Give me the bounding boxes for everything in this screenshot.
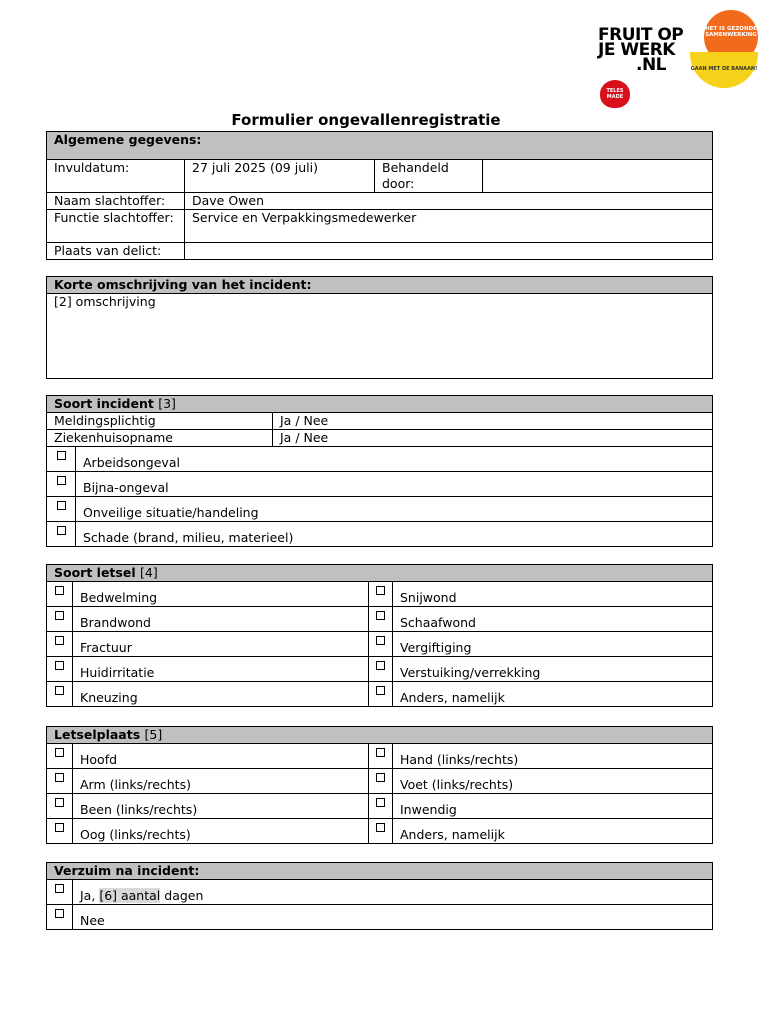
ziekenhuis-label: Ziekenhuisopname <box>47 430 273 447</box>
letsel-option: Snijwond <box>393 582 713 607</box>
checkbox[interactable] <box>55 798 64 807</box>
checkbox[interactable] <box>376 586 385 595</box>
soort-incident-table <box>46 395 713 547</box>
verzuim-nee-option: Nee <box>73 905 713 930</box>
checkbox[interactable] <box>57 451 66 460</box>
letsel-option: Anders, namelijk <box>393 682 713 707</box>
checkbox[interactable] <box>55 686 64 695</box>
checkbox[interactable] <box>57 526 66 535</box>
letsel-option: Brandwond <box>73 607 369 632</box>
verzuim-table <box>46 862 713 930</box>
letsel-option: Schaafwond <box>393 607 713 632</box>
checkbox[interactable] <box>376 686 385 695</box>
orange-icon: HET IS GEZONDE SAMENWERKING <box>704 10 758 64</box>
soort-letsel-header: Soort letsel [4] <box>47 565 713 582</box>
letselplaats-table <box>46 726 713 844</box>
soort-incident-header: Soort incident [3] <box>47 396 713 413</box>
incident-option: Bijna-ongeval <box>76 472 713 497</box>
omschrijving-header: Korte omschrijving van het incident: <box>47 277 713 294</box>
letsel-option: Huidirritatie <box>73 657 369 682</box>
naam-field[interactable]: Dave Owen <box>185 193 713 210</box>
plaats-field[interactable] <box>185 243 713 260</box>
letselplaats-option: Inwendig <box>393 794 713 819</box>
letselplaats-option: Hand (links/rechts) <box>393 744 713 769</box>
behandeld-label: Behandeld door: <box>375 160 483 193</box>
checkbox[interactable] <box>55 823 64 832</box>
letselplaats-option: Oog (links/rechts) <box>73 819 369 844</box>
letselplaats-option: Arm (links/rechts) <box>73 769 369 794</box>
incident-option: Schade (brand, milieu, materieel) <box>76 522 713 547</box>
checkbox[interactable] <box>376 611 385 620</box>
letselplaats-option: Anders, namelijk <box>393 819 713 844</box>
checkbox[interactable] <box>376 748 385 757</box>
letsel-option: Vergiftiging <box>393 632 713 657</box>
verzuim-header: Verzuim na incident: <box>47 863 713 880</box>
letselplaats-option: Been (links/rechts) <box>73 794 369 819</box>
meldingsplichtig-label: Meldingsplichtig <box>47 413 273 430</box>
invuldatum-field[interactable]: 27 juli 2025 (09 juli) <box>185 160 375 193</box>
checkbox[interactable] <box>376 661 385 670</box>
letselplaats-option: Voet (links/rechts) <box>393 769 713 794</box>
algemeen-header: Algemene gegevens: <box>47 132 713 160</box>
checkbox[interactable] <box>55 773 64 782</box>
checkbox[interactable] <box>57 476 66 485</box>
ziekenhuis-field[interactable]: Ja / Nee <box>273 430 713 447</box>
functie-field[interactable]: Service en Verpakkingsmedewerker <box>185 210 713 243</box>
checkbox[interactable] <box>57 501 66 510</box>
letsel-option: Fractuur <box>73 632 369 657</box>
checkbox[interactable] <box>55 909 64 918</box>
invuldatum-label: Invuldatum: <box>47 160 185 193</box>
plaats-label: Plaats van delict: <box>47 243 185 260</box>
checkbox[interactable] <box>55 611 64 620</box>
omschrijving-table <box>46 276 713 379</box>
letsel-option: Verstuiking/verrekking <box>393 657 713 682</box>
page-title: Formulier ongevallenregistratie <box>231 111 501 129</box>
logo-wordmark: FRUIT OP JE WERK .NL <box>598 25 684 75</box>
letsel-option: Bedwelming <box>73 582 369 607</box>
checkbox[interactable] <box>376 798 385 807</box>
checkbox[interactable] <box>376 823 385 832</box>
incident-option: Onveilige situatie/handeling <box>76 497 713 522</box>
checkbox[interactable] <box>55 884 64 893</box>
meldingsplichtig-field[interactable]: Ja / Nee <box>273 413 713 430</box>
naam-label: Naam slachtoffer: <box>47 193 185 210</box>
incident-option: Arbeidsongeval <box>76 447 713 472</box>
checkbox[interactable] <box>55 748 64 757</box>
omschrijving-field[interactable]: [2] omschrijving <box>47 294 713 379</box>
letselplaats-header: Letselplaats [5] <box>47 727 713 744</box>
functie-label: Functie slachtoffer: <box>47 210 185 243</box>
soort-letsel-table <box>46 564 713 707</box>
algemene-gegevens-table <box>46 131 713 260</box>
verzuim-ja-option: Ja, [6] aantal dagen <box>73 880 713 905</box>
letsel-option: Kneuzing <box>73 682 369 707</box>
apple-icon: TELES MADE <box>600 80 630 108</box>
checkbox[interactable] <box>55 586 64 595</box>
checkbox[interactable] <box>376 773 385 782</box>
behandeld-field[interactable] <box>483 160 713 193</box>
fruitopjewerk-logo <box>594 6 762 110</box>
banana-icon: GAAN MET DE BANAAN! <box>690 52 758 88</box>
checkbox[interactable] <box>376 636 385 645</box>
aantal-dagen-field[interactable]: [6] aantal <box>99 888 161 903</box>
letselplaats-option: Hoofd <box>73 744 369 769</box>
checkbox[interactable] <box>55 661 64 670</box>
checkbox[interactable] <box>55 636 64 645</box>
